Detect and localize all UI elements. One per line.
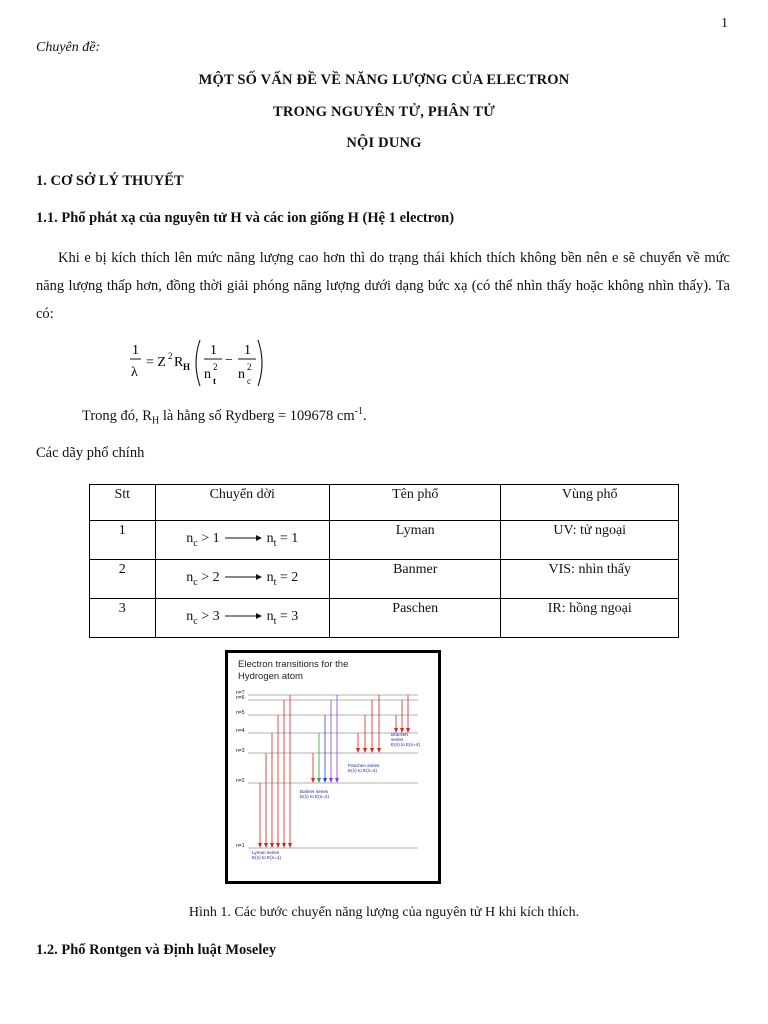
title-line-3: NỘI DUNG bbox=[346, 135, 422, 151]
formula-one-b: 1 bbox=[244, 343, 251, 358]
formula-nt: n bbox=[204, 367, 211, 382]
section-heading-1-2: 1.2. Phổ Rontgen và Định luật Moseley bbox=[36, 942, 277, 958]
transition-arrow-head bbox=[335, 778, 339, 783]
paschen-label-2: E(n) to E(n=3) bbox=[348, 768, 377, 773]
transition-arrow-head bbox=[356, 748, 360, 753]
transition-arrow-head bbox=[264, 843, 268, 848]
figure-title-1: Electron transitions for the bbox=[238, 659, 349, 670]
paschen-label-1: Paschen series bbox=[348, 763, 380, 768]
cell-series-name: Lyman bbox=[330, 521, 501, 560]
arrow-right-icon bbox=[223, 573, 263, 581]
formula-r: R bbox=[174, 355, 184, 370]
transition-arrow-head bbox=[377, 748, 381, 753]
rydberg-note-prefix: Trong đó, R bbox=[82, 407, 152, 424]
formula-z-sq: 2 bbox=[168, 351, 173, 361]
cell-stt: 3 bbox=[90, 599, 156, 638]
cell-transition: $n_c > 3$ $n_t = 3$ bbox=[155, 599, 329, 638]
transition-arrow-head bbox=[363, 748, 367, 753]
arrow-right-icon bbox=[223, 534, 263, 542]
header-series-name: Tên phổ bbox=[330, 485, 501, 521]
intro-paragraph: Khi e bị kích thích lên mức năng lượng cao hơn thì do trạng thái khích thích không bền nên e sẽ chuyển về mức năng lượng thấp hơn, đồng thời giải phóng năng lượng dưới dạng bức xạ (có thể nhìn thấy hoặc không nhìn thấy). Ta có: bbox=[36, 250, 730, 322]
formula-nc-sq: 2 bbox=[247, 362, 252, 372]
page-number: 1 bbox=[721, 16, 728, 31]
rydberg-note-sub: H bbox=[151, 415, 160, 427]
cell-transition: $n_c > 2$ $n_t = 2$ bbox=[155, 560, 329, 599]
cell-region: VIS: nhìn thấy bbox=[501, 560, 679, 599]
formula-one-a: 1 bbox=[210, 343, 217, 358]
rydberg-formula-svg bbox=[130, 336, 290, 390]
energy-level-label: n=1 bbox=[236, 843, 245, 849]
transition-arrow-head bbox=[288, 843, 292, 848]
transition-arrow-head bbox=[276, 843, 280, 848]
formula-nt-sq: 2 bbox=[213, 362, 218, 372]
lyman-label-2: E(n) to E(n=1) bbox=[252, 855, 281, 860]
title-line-2: TRONG NGUYÊN TỬ, PHÂN TỬ bbox=[273, 104, 495, 120]
balmer-label-2: E(n) to E(n=2) bbox=[300, 794, 329, 799]
hydrogen-transitions-figure bbox=[225, 650, 441, 884]
section-heading-1-1: 1.1. Phổ phát xạ của nguyên tử H và các ion giống H (Hệ 1 electron) bbox=[36, 210, 455, 226]
cell-region: IR: hồng ngoại bbox=[501, 599, 679, 638]
rydberg-note-sup: -1 bbox=[354, 406, 363, 417]
transition-arrow-head bbox=[270, 843, 274, 848]
transition-arrow-head bbox=[258, 843, 262, 848]
rydberg-note bbox=[82, 406, 367, 427]
cell-stt: 2 bbox=[90, 560, 156, 599]
formula-h-sub: H bbox=[183, 362, 191, 372]
energy-level-diagram bbox=[228, 653, 438, 881]
title-line-1: MỘT SỐ VẤN ĐỀ VỀ NĂNG LƯỢNG CỦA ELECTRON bbox=[198, 72, 570, 88]
header-transition: Chuyển dời bbox=[155, 485, 329, 521]
energy-level-label: n=3 bbox=[236, 748, 245, 754]
energy-level-label: n=5 bbox=[236, 710, 245, 716]
section-heading-1: 1. CƠ SỞ LÝ THUYẾT bbox=[36, 173, 184, 189]
figure-title-2: Hydrogen atom bbox=[238, 671, 303, 682]
topic-label: Chuyên đề: bbox=[36, 40, 101, 55]
formula-c-sub: c bbox=[247, 376, 251, 386]
energy-level-label: n=7 bbox=[236, 690, 245, 696]
energy-level-label: n=2 bbox=[236, 778, 245, 784]
energy-level-label: n=4 bbox=[236, 728, 245, 734]
table-row bbox=[90, 599, 679, 638]
cell-stt: 1 bbox=[90, 521, 156, 560]
cell-series-name: Banmer bbox=[330, 560, 501, 599]
transition-arrow-head bbox=[317, 778, 321, 783]
formula-nc: n bbox=[238, 367, 245, 382]
formula-t-sub: t bbox=[213, 376, 216, 386]
cell-series-name: Paschen bbox=[330, 599, 501, 638]
balmer-label-1: Balmer series bbox=[300, 789, 329, 794]
spectral-series-table bbox=[89, 484, 679, 638]
brackett-label-3: E(n) to E(n=4) bbox=[391, 742, 420, 747]
formula-lambda: λ bbox=[131, 365, 138, 380]
arrow-right-icon bbox=[223, 612, 263, 620]
rydberg-formula bbox=[130, 336, 290, 388]
header-stt: Stt bbox=[90, 485, 156, 521]
brackett-label-1: Brackett bbox=[391, 732, 408, 737]
formula-one: 1 bbox=[132, 343, 139, 358]
lyman-label-1: Lyman series bbox=[252, 850, 280, 855]
rydberg-note-mid: là hằng số Rydberg = 109678 cm bbox=[159, 407, 355, 424]
brackett-label-2: series bbox=[391, 737, 404, 742]
table-row bbox=[90, 560, 679, 599]
header-region: Vùng phổ bbox=[501, 485, 679, 521]
transition-arrow-head bbox=[370, 748, 374, 753]
series-label: Các dãy phổ chính bbox=[36, 445, 145, 461]
table-row bbox=[90, 521, 679, 560]
cell-region: UV: tử ngoại bbox=[501, 521, 679, 560]
formula-minus: − bbox=[225, 353, 233, 368]
formula-eq: = Z bbox=[146, 355, 166, 370]
cell-transition: $n_c > 1$ $n_t = 1$ bbox=[155, 521, 329, 560]
energy-level-label: n=6 bbox=[236, 695, 245, 701]
rydberg-note-end: . bbox=[362, 407, 367, 424]
figure-caption: Hình 1. Các bước chuyển năng lượng của nguyên tử H khi kích thích. bbox=[188, 905, 580, 920]
table-header-row bbox=[90, 485, 679, 521]
transition-arrow-head bbox=[323, 778, 327, 783]
transition-arrow-head bbox=[311, 778, 315, 783]
transition-arrow-head bbox=[329, 778, 333, 783]
transition-arrow-head bbox=[282, 843, 286, 848]
